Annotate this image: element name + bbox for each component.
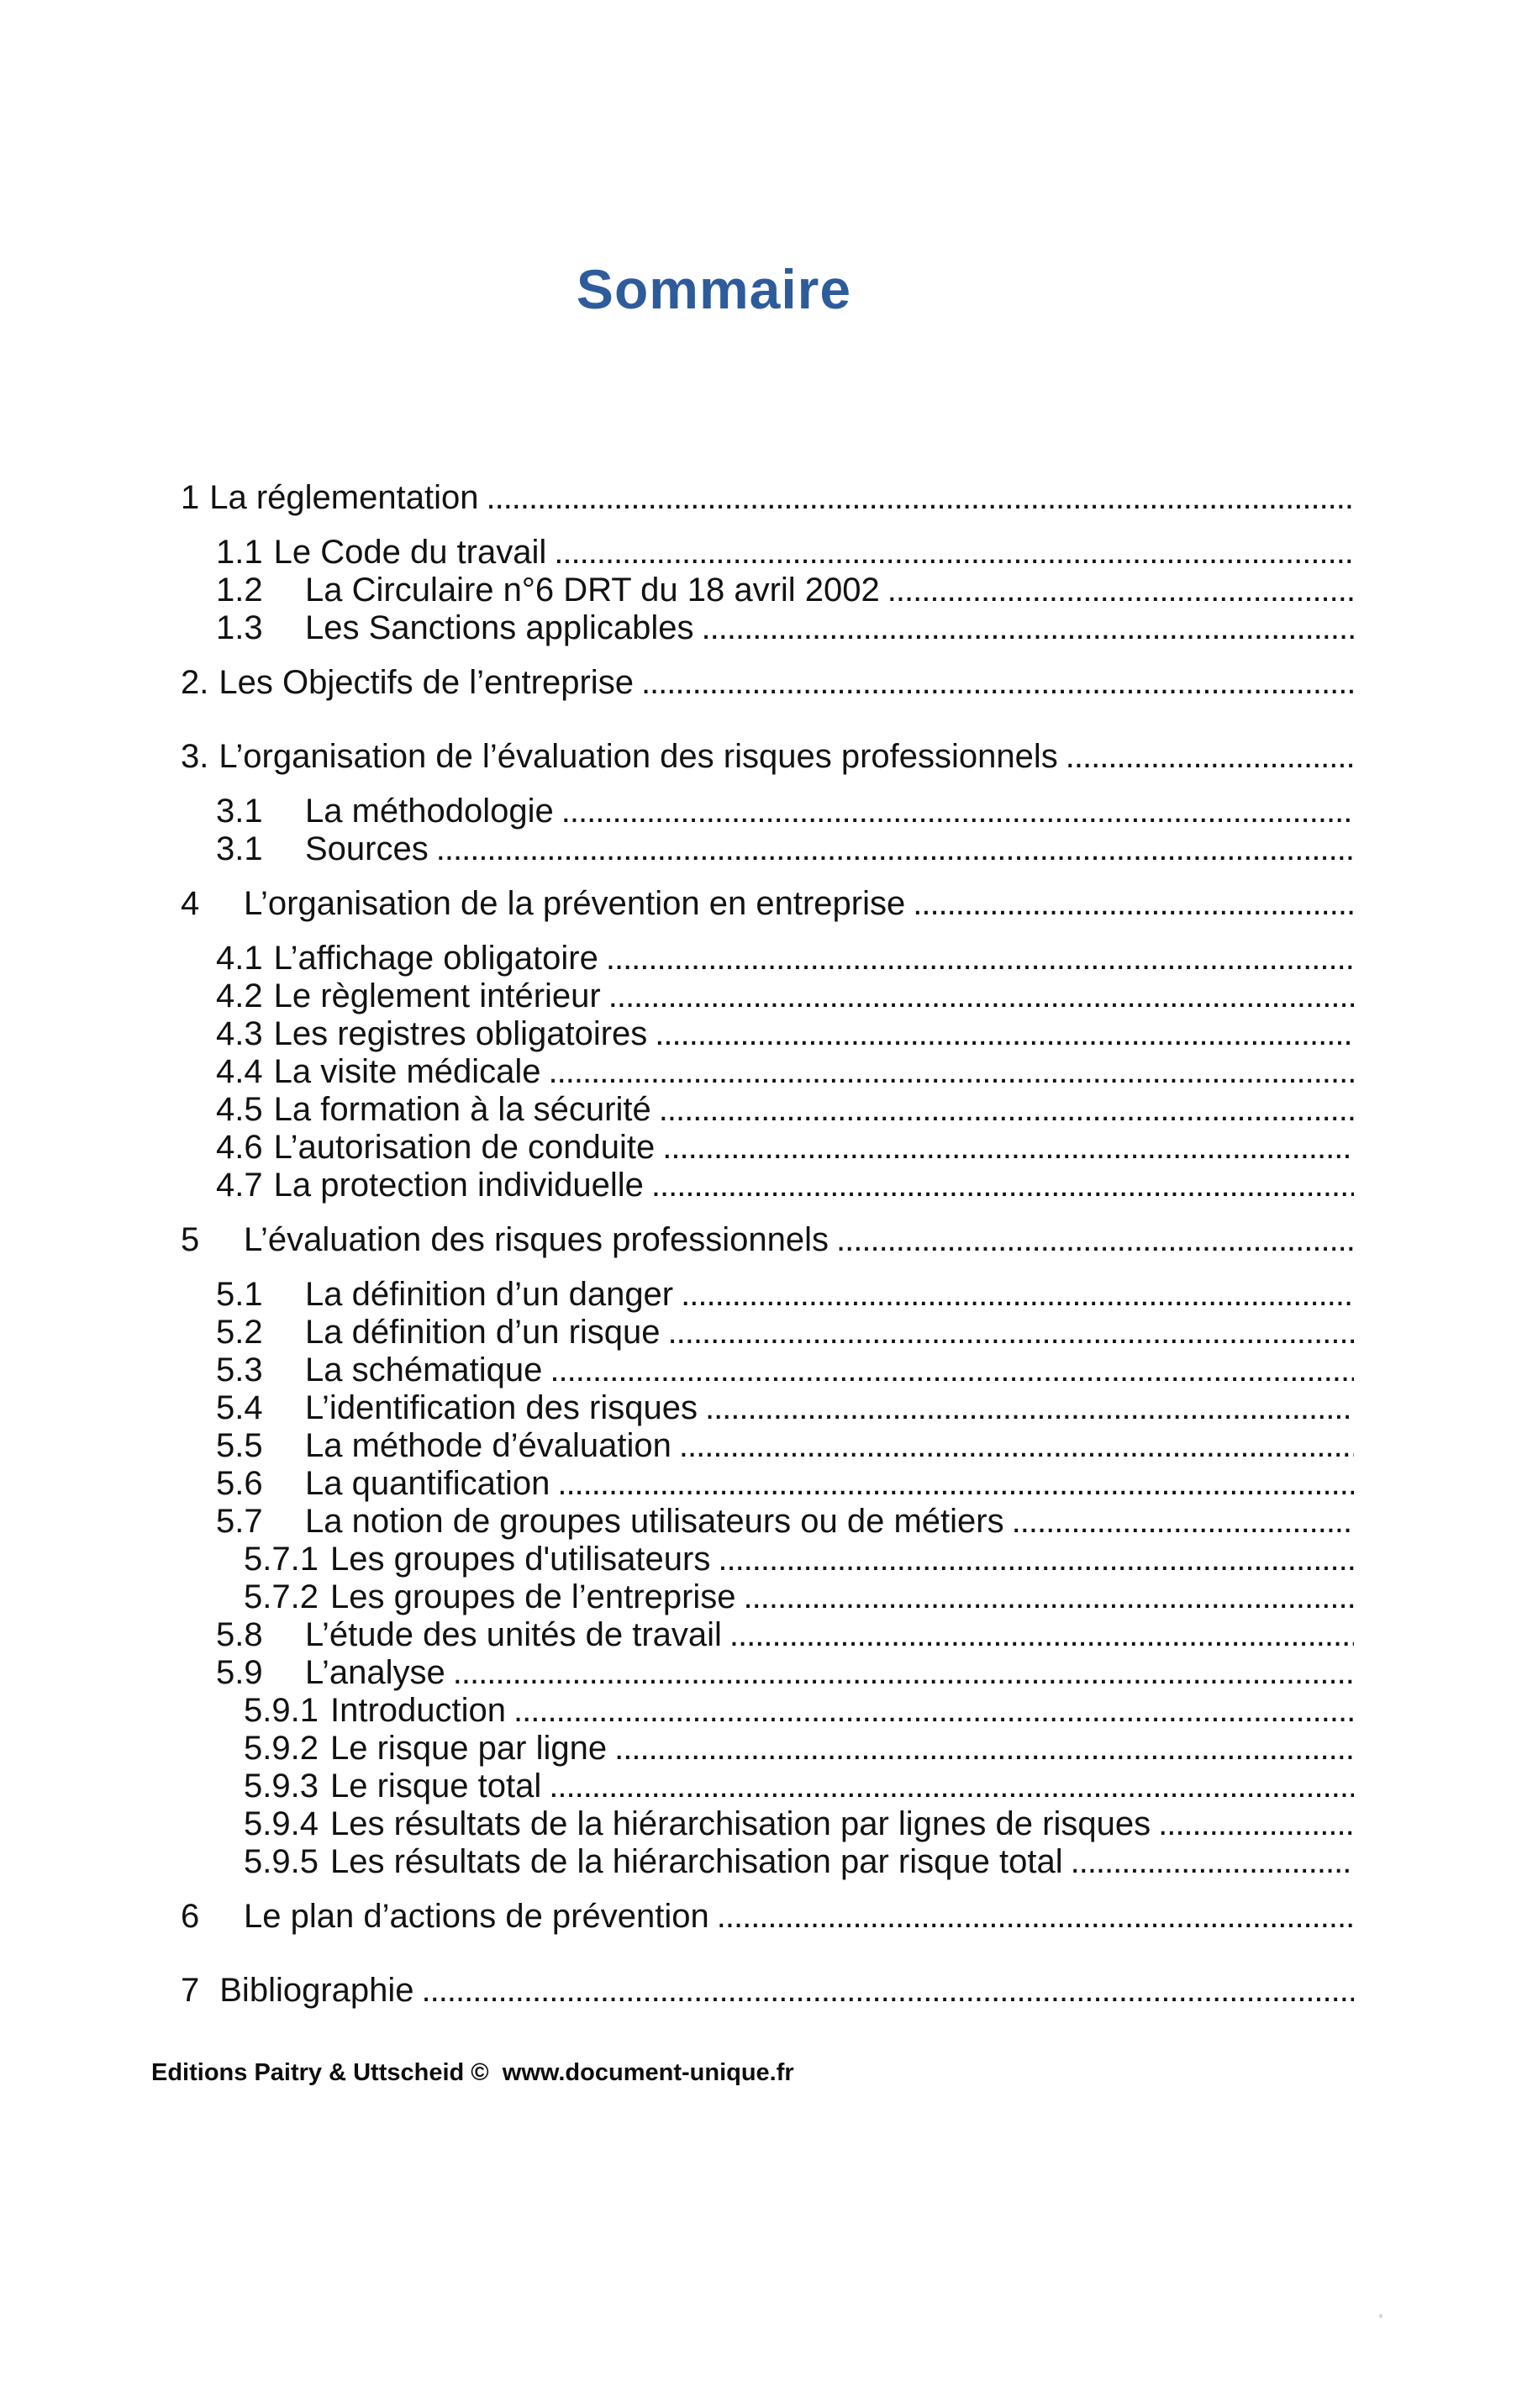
dot-leader (1151, 1805, 1354, 1843)
toc-entry (0, 1768, 1354, 1805)
toc-entry-number: 4.2 (216, 977, 263, 1015)
dot-leader (478, 479, 1354, 517)
toc-entry-label: L’affichage obligatoire (273, 940, 598, 977)
dot-leader (671, 1427, 1354, 1465)
toc-entry-label: L’autorisation de conduite (273, 1129, 656, 1167)
toc-entry (0, 738, 1354, 776)
toc-entry-number: 1.3 (216, 609, 263, 647)
toc-entry-label: La formation à la sécurité (273, 1091, 651, 1129)
toc-entry-number: 5.9.4 (244, 1805, 319, 1843)
toc-entry-number: 5.9.1 (244, 1692, 319, 1730)
toc-entry (0, 830, 1354, 868)
dot-leader (698, 1389, 1354, 1427)
toc-entry-label: Les groupes d'utilisateurs (330, 1541, 711, 1578)
toc-entry (0, 1091, 1354, 1129)
dot-leader (541, 1053, 1354, 1091)
dot-leader (736, 1578, 1354, 1616)
dot-leader (880, 572, 1354, 609)
toc-entry (0, 1616, 1354, 1654)
dot-leader (634, 664, 1354, 702)
dot-leader (550, 1465, 1354, 1503)
toc-entry (0, 793, 1354, 830)
dot-leader (554, 793, 1354, 830)
toc-entry (0, 1427, 1354, 1465)
toc-entry (0, 534, 1354, 572)
toc-entry-label: La définition d’un risque (305, 1314, 661, 1352)
toc-entry (0, 479, 1354, 517)
toc-entry-label: Sources (305, 830, 429, 868)
toc-entry-number: 5.8 (216, 1616, 263, 1654)
page-title: Sommaire (576, 258, 852, 320)
toc-entry-label: L’étude des unités de travail (305, 1616, 722, 1654)
toc-entry-label: La réglementation (209, 479, 479, 517)
toc-entry-label: La définition d’un danger (305, 1276, 674, 1314)
toc-entry-number: 5.9.2 (244, 1730, 319, 1768)
toc-entry-number: 1 (181, 479, 200, 517)
toc-entry (0, 1276, 1354, 1314)
toc-entry-label: Les groupes de l’entreprise (330, 1578, 736, 1616)
toc-entry (0, 1053, 1354, 1091)
toc-entry (0, 1730, 1354, 1768)
toc-entry-number: 4.4 (216, 1053, 263, 1091)
toc-entry-label: Les Sanctions applicables (305, 609, 694, 647)
toc-entry (0, 885, 1354, 923)
toc-entry-number: 5.9.3 (244, 1768, 319, 1805)
toc-entry-label: Bibliographie (219, 1972, 414, 2010)
toc-entry-number: 4.6 (216, 1129, 263, 1167)
toc-entry (0, 1898, 1354, 1936)
table-of-contents (0, 479, 1522, 2010)
toc-entry-number: 5.2 (216, 1314, 263, 1352)
dot-leader (506, 1692, 1354, 1730)
toc-entry-label: L’organisation de l’évaluation des risques professionnels (219, 738, 1058, 776)
dot-leader (644, 1167, 1354, 1204)
toc-entry (0, 1129, 1354, 1167)
dot-leader (429, 830, 1354, 868)
toc-entry-number: 5.9.5 (244, 1843, 319, 1881)
document-page (0, 256, 1522, 2088)
toc-entry-number: 1.1 (216, 534, 263, 572)
toc-entry-label: Le plan d’actions de prévention (244, 1898, 709, 1936)
dot-leader (1063, 1843, 1354, 1881)
toc-entry (0, 664, 1354, 702)
toc-entry (0, 609, 1354, 647)
toc-entry-number: 5.4 (216, 1389, 263, 1427)
toc-entry-label: L’identification des risques (305, 1389, 698, 1427)
toc-entry-label: La quantification (305, 1465, 550, 1503)
toc-entry-number: 5.1 (216, 1276, 263, 1314)
toc-entry (0, 977, 1354, 1015)
toc-entry-number: 5.3 (216, 1352, 263, 1389)
dot-leader (445, 1654, 1354, 1692)
toc-entry (0, 1541, 1354, 1578)
toc-entry (0, 1843, 1354, 1881)
toc-entry-label: Le règlement intérieur (273, 977, 601, 1015)
dot-leader (542, 1352, 1354, 1389)
toc-entry-number: 5.6 (216, 1465, 263, 1503)
toc-entry-number: 7 (181, 1972, 200, 2010)
toc-entry (0, 1578, 1354, 1616)
dot-leader (905, 885, 1354, 923)
toc-entry (0, 1314, 1354, 1352)
toc-entry-label: La méthode d’évaluation (305, 1427, 671, 1465)
toc-entry-number: 3.1 (216, 830, 263, 868)
toc-entry-number: 1.2 (216, 572, 263, 609)
dot-leader (601, 977, 1354, 1015)
toc-entry-number: 5.7 (216, 1503, 263, 1541)
toc-entry-label: L’évaluation des risques professionnels (244, 1221, 829, 1259)
toc-entry-label: Le Code du travail (273, 534, 547, 572)
toc-entry-label: Introduction (330, 1692, 507, 1730)
toc-entry (0, 1167, 1354, 1204)
toc-entry-label: L’organisation de la prévention en entreprise (244, 885, 906, 923)
toc-entry (0, 572, 1354, 609)
toc-entry-label: La visite médicale (273, 1053, 541, 1091)
dot-leader (546, 534, 1354, 572)
toc-entry (0, 1389, 1354, 1427)
dot-leader (1058, 738, 1354, 776)
toc-entry-label: Le risque total (330, 1768, 542, 1805)
dot-leader (651, 1091, 1354, 1129)
scan-artifact-dot (1379, 2314, 1382, 2318)
toc-entry-number: 3. (181, 738, 209, 776)
dot-leader (673, 1276, 1354, 1314)
dot-leader (598, 940, 1354, 977)
dot-leader (655, 1129, 1354, 1167)
dot-leader (710, 1541, 1354, 1578)
toc-entry-number: 5 (181, 1221, 200, 1259)
toc-entry (0, 940, 1354, 977)
toc-entry-label: La Circulaire n°6 DRT du 18 avril 2002 (305, 572, 880, 609)
dot-leader (647, 1015, 1354, 1053)
toc-entry-number: 4.7 (216, 1167, 263, 1204)
toc-entry-label: L’analyse (305, 1654, 445, 1692)
dot-leader (1004, 1503, 1354, 1541)
toc-entry-label: La méthodologie (305, 793, 554, 830)
toc-entry-number: 5.7.2 (244, 1578, 319, 1616)
toc-entry-number: 4.1 (216, 940, 263, 977)
toc-entry-number: 4.5 (216, 1091, 263, 1129)
dot-leader (829, 1221, 1354, 1259)
toc-entry-number: 3.1 (216, 793, 263, 830)
toc-entry-label: Les registres obligatoires (273, 1015, 648, 1053)
toc-entry-number: 2. (181, 664, 209, 702)
dot-leader (541, 1768, 1354, 1805)
toc-entry-number: 5.5 (216, 1427, 263, 1465)
toc-entry (0, 1654, 1354, 1692)
toc-entry-number: 4 (181, 885, 200, 923)
toc-entry-label: La schématique (305, 1352, 543, 1389)
toc-entry-number: 5.7.1 (244, 1541, 319, 1578)
toc-entry-number: 5.9 (216, 1654, 263, 1692)
toc-entry-number: 6 (181, 1898, 200, 1936)
page-footer: Editions Paitry & Uttscheid © www.document-unique.fr (151, 2059, 794, 2087)
toc-entry-label: La protection individuelle (273, 1167, 644, 1204)
dot-leader (709, 1898, 1354, 1936)
toc-entry (0, 1692, 1354, 1730)
toc-entry (0, 1015, 1354, 1053)
dot-leader (414, 1972, 1354, 2010)
dot-leader (694, 609, 1354, 647)
toc-entry (0, 1972, 1354, 2010)
toc-entry (0, 1465, 1354, 1503)
toc-entry (0, 1352, 1354, 1389)
toc-entry-label: Les résultats de la hiérarchisation par risque total (330, 1843, 1063, 1881)
toc-entry-label: Les Objectifs de l’entreprise (219, 664, 634, 702)
dot-leader (661, 1314, 1354, 1352)
dot-leader (722, 1616, 1354, 1654)
toc-entry (0, 1503, 1354, 1541)
toc-entry (0, 1805, 1354, 1843)
toc-entry-label: Les résultats de la hiérarchisation par lignes de risques (330, 1805, 1151, 1843)
toc-entry-number: 4.3 (216, 1015, 263, 1053)
dot-leader (607, 1730, 1354, 1768)
toc-entry-label: La notion de groupes utilisateurs ou de métiers (305, 1503, 1004, 1541)
toc-entry-label: Le risque par ligne (330, 1730, 608, 1768)
toc-entry (0, 1221, 1354, 1259)
